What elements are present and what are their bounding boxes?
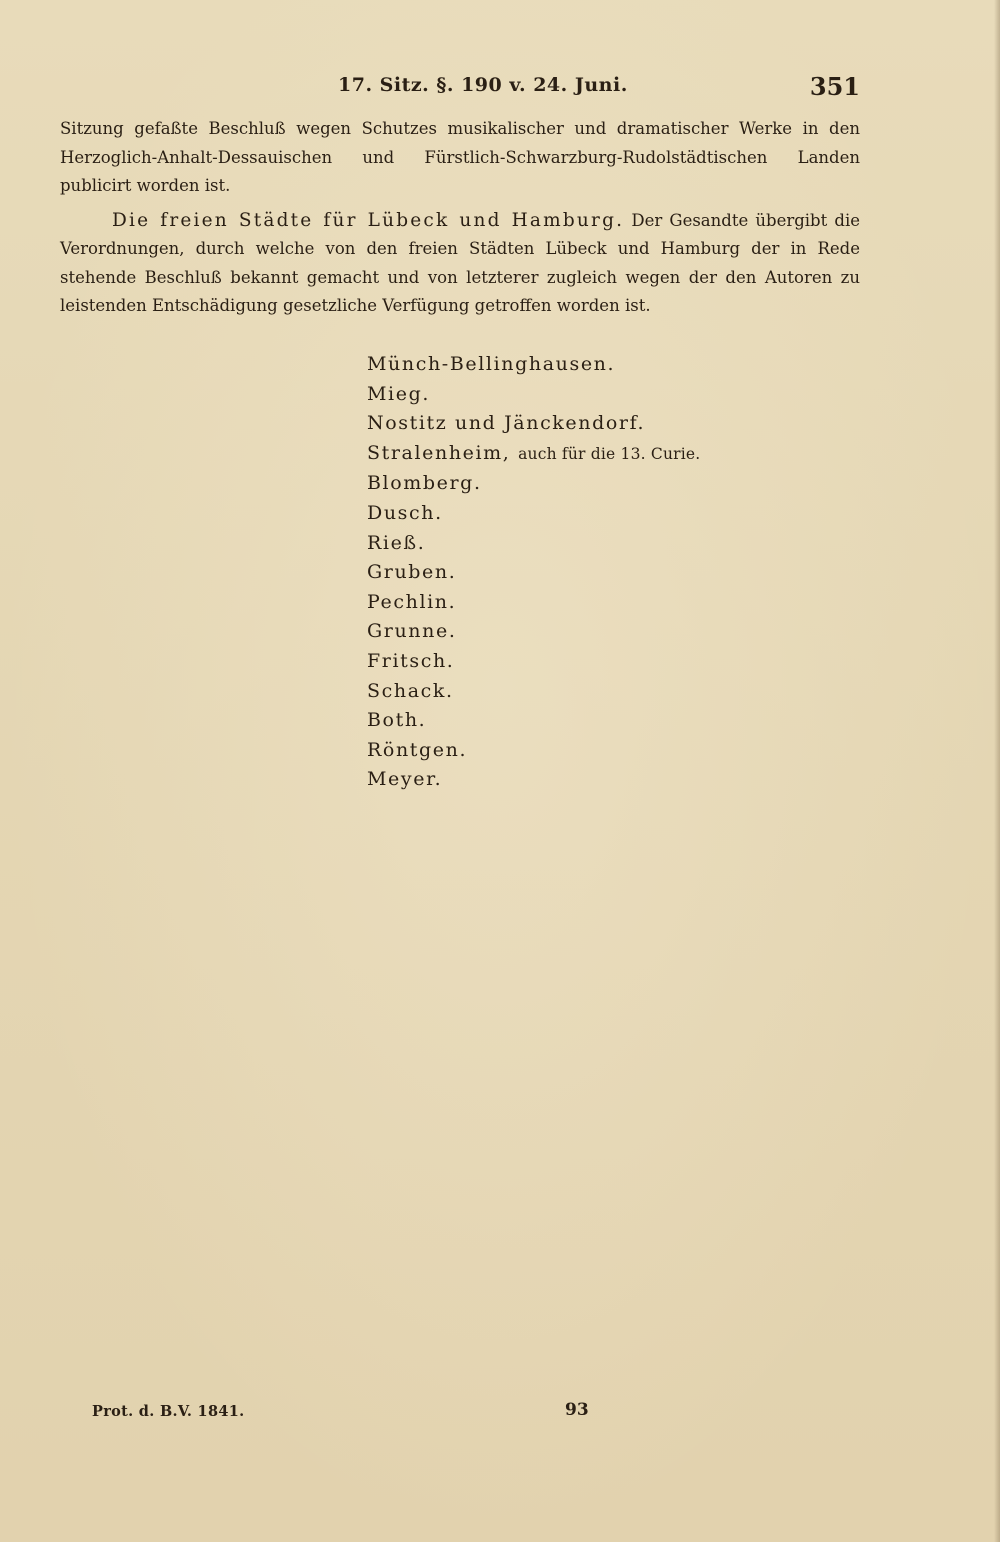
signature-list [367,350,847,795]
signature-name: Röntgen. [367,738,468,761]
signature-line [367,380,847,410]
signature-name: Grunne. [367,620,457,643]
signature-line [367,736,847,766]
signature-line [367,350,847,380]
signature-line [367,529,847,559]
page-edge-shadow [994,0,1000,1542]
signature-line [367,765,847,795]
signature-name: Meyer. [367,768,443,791]
paragraph-2-text: Der Gesandte übergibt die Verordnungen, durch welche von den freien Städten Lübeck und Hamburg der in Rede stehende Beschluß bekannt gemacht und von letzterer zugleich wegen der den Autoren zu leistenden Entschädigung gesetzliche Verfügung getroffen worden ist. [60,210,860,315]
signature-name: Fritsch. [367,649,455,672]
signature-line [367,499,847,529]
section-heading: Die freien Städte für Lübeck und Hamburg. [112,209,625,231]
signature-name: Both. [367,709,427,732]
page-number: 351 [809,72,860,101]
running-head: 17. Sitz. §. 190 v. 24. Juni. [338,74,628,96]
signature-note: auch für die 13. Curie. [518,444,701,463]
signature-name: Pechlin. [367,590,457,613]
signature-line [367,439,847,470]
signature-line [367,617,847,647]
signature-name: Mieg. [367,382,430,405]
paragraph-1: Sitzung gefaßte Beschluß wegen Schutzes musikalischer und dramatischer Werke in den Herzoglich-Anhalt-Dessauischen und Fürstlich-Schwarzburg-Rudolstädtischen Landen publicirt worden ist. [60,119,860,195]
signature-line [367,647,847,677]
signature-name: Stralenheim, [367,441,511,464]
signature-line [367,677,847,707]
signature-line [367,469,847,499]
footer-source: Prot. d. B.V. 1841. [92,1403,245,1420]
signature-line [367,558,847,588]
signature-name: Dusch. [367,501,443,524]
signature-line [367,409,847,439]
signature-name: Blomberg. [367,472,482,495]
signature-name: Schack. [367,679,454,702]
signature-name: Rieß. [367,531,426,554]
signature-name: Gruben. [367,561,457,584]
footer-signature-mark: 93 [565,1400,589,1420]
signature-line [367,588,847,618]
signature-line [367,706,847,736]
signature-name: Nostitz und Jänckendorf. [367,412,646,435]
signature-name: Münch-Bellinghausen. [367,353,616,375]
body-text [60,115,860,321]
page-header [60,70,860,106]
paragraph-2 [60,207,860,321]
